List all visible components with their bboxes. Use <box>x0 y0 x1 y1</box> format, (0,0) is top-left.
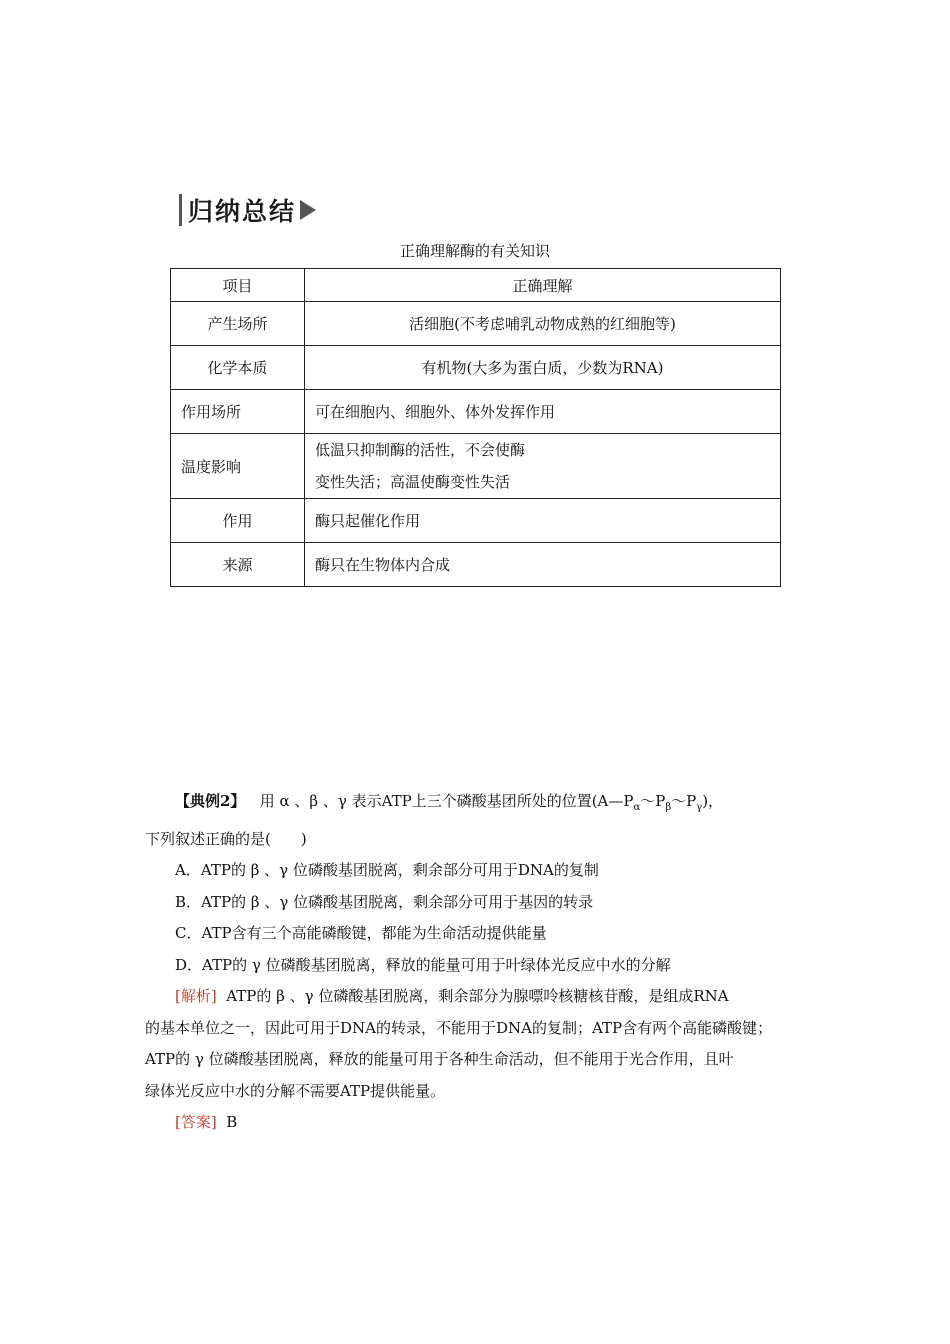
analysis-text: ATP的 β 、γ 位磷酸基团脱离，剩余部分为腺嘌呤核糖核苷酸，是组成RNA <box>226 987 729 1005</box>
question-stem-line2: 下列叙述正确的是( ) <box>145 829 307 848</box>
answer-line <box>145 1107 805 1139</box>
row-item: 产生场所 <box>171 302 305 346</box>
table-row <box>171 346 781 390</box>
subscript-gamma: γ <box>696 802 703 813</box>
row-content: 可在细胞内、细胞外、体外发挥作用 <box>305 390 781 434</box>
row-content: 酶只在生物体内合成 <box>305 543 781 587</box>
question-tag: 【典例2】 <box>175 792 246 810</box>
play-arrow-icon <box>300 200 316 220</box>
heading-bar <box>179 194 182 226</box>
table-row <box>171 302 781 346</box>
row-item: 温度影响 <box>171 434 305 499</box>
header-item: 项目 <box>171 269 305 302</box>
row-content-line: 低温只抑制酶的活性，不会使酶 <box>315 441 526 459</box>
option-d: D．ATP的 γ 位磷酸基团脱离，释放的能量可用于叶绿体光反应中水的分解 <box>175 955 671 974</box>
row-content: 酶只起催化作用 <box>305 499 781 543</box>
row-content-line: 变性失活；高温使酶变性失活 <box>315 473 511 491</box>
row-content: 有机物(大多为蛋白质，少数为RNA) <box>305 346 781 390</box>
row-content: 活细胞(不考虑哺乳动物成熟的红细胞等) <box>305 302 781 346</box>
analysis-line: 的基本单位之一，因此可用于DNA的转录，不能用于DNA的复制；ATP含有两个高能磷酸键； <box>145 1018 773 1037</box>
row-item: 作用 <box>171 499 305 543</box>
table-row <box>171 434 781 499</box>
heading-title: 归纳总结 <box>188 197 297 226</box>
stem-text: ～P <box>640 792 666 810</box>
option-a: A．ATP的 β 、γ 位磷酸基团脱离，剩余部分可用于DNA的复制 <box>175 861 599 879</box>
header-content: 正确理解 <box>305 269 781 302</box>
stem-text: ～P <box>671 792 697 810</box>
answer-value: B <box>226 1113 238 1131</box>
example-question <box>145 786 805 1139</box>
table-row <box>171 499 781 543</box>
table-caption: 正确理解酶的有关知识 <box>399 242 550 260</box>
option-b: B．ATP的 β 、γ 位磷酸基团脱离，剩余部分可用于基因的转录 <box>175 892 594 911</box>
table-row <box>171 543 781 587</box>
enzyme-knowledge-table <box>170 268 781 587</box>
analysis-tag: [解析] <box>175 987 217 1005</box>
row-content <box>305 434 781 499</box>
row-item: 来源 <box>171 543 305 587</box>
analysis-line <box>145 981 805 1013</box>
option-c: C．ATP含有三个高能磷酸键，都能为生命活动提供能量 <box>175 924 547 942</box>
section-heading <box>179 192 316 228</box>
row-item: 化学本质 <box>171 346 305 390</box>
question-stem <box>145 786 805 824</box>
table-row <box>171 390 781 434</box>
stem-text: 用 α 、β 、γ 表示ATP上三个磷酸基团所处的位置(A—P <box>259 792 634 810</box>
analysis-line: 绿体光反应中水的分解不需要ATP提供能量。 <box>145 1081 446 1100</box>
stem-text: )， <box>702 792 724 810</box>
row-item: 作用场所 <box>171 390 305 434</box>
subscript-beta: β <box>665 802 672 813</box>
subscript-alpha: α <box>633 802 641 813</box>
table-header-row <box>171 269 781 302</box>
answer-tag: [答案] <box>175 1113 217 1131</box>
analysis-line: ATP的 γ 位磷酸基团脱离，释放的能量可用于各种生命活动，但不能用于光合作用，且叶 <box>145 1050 734 1068</box>
